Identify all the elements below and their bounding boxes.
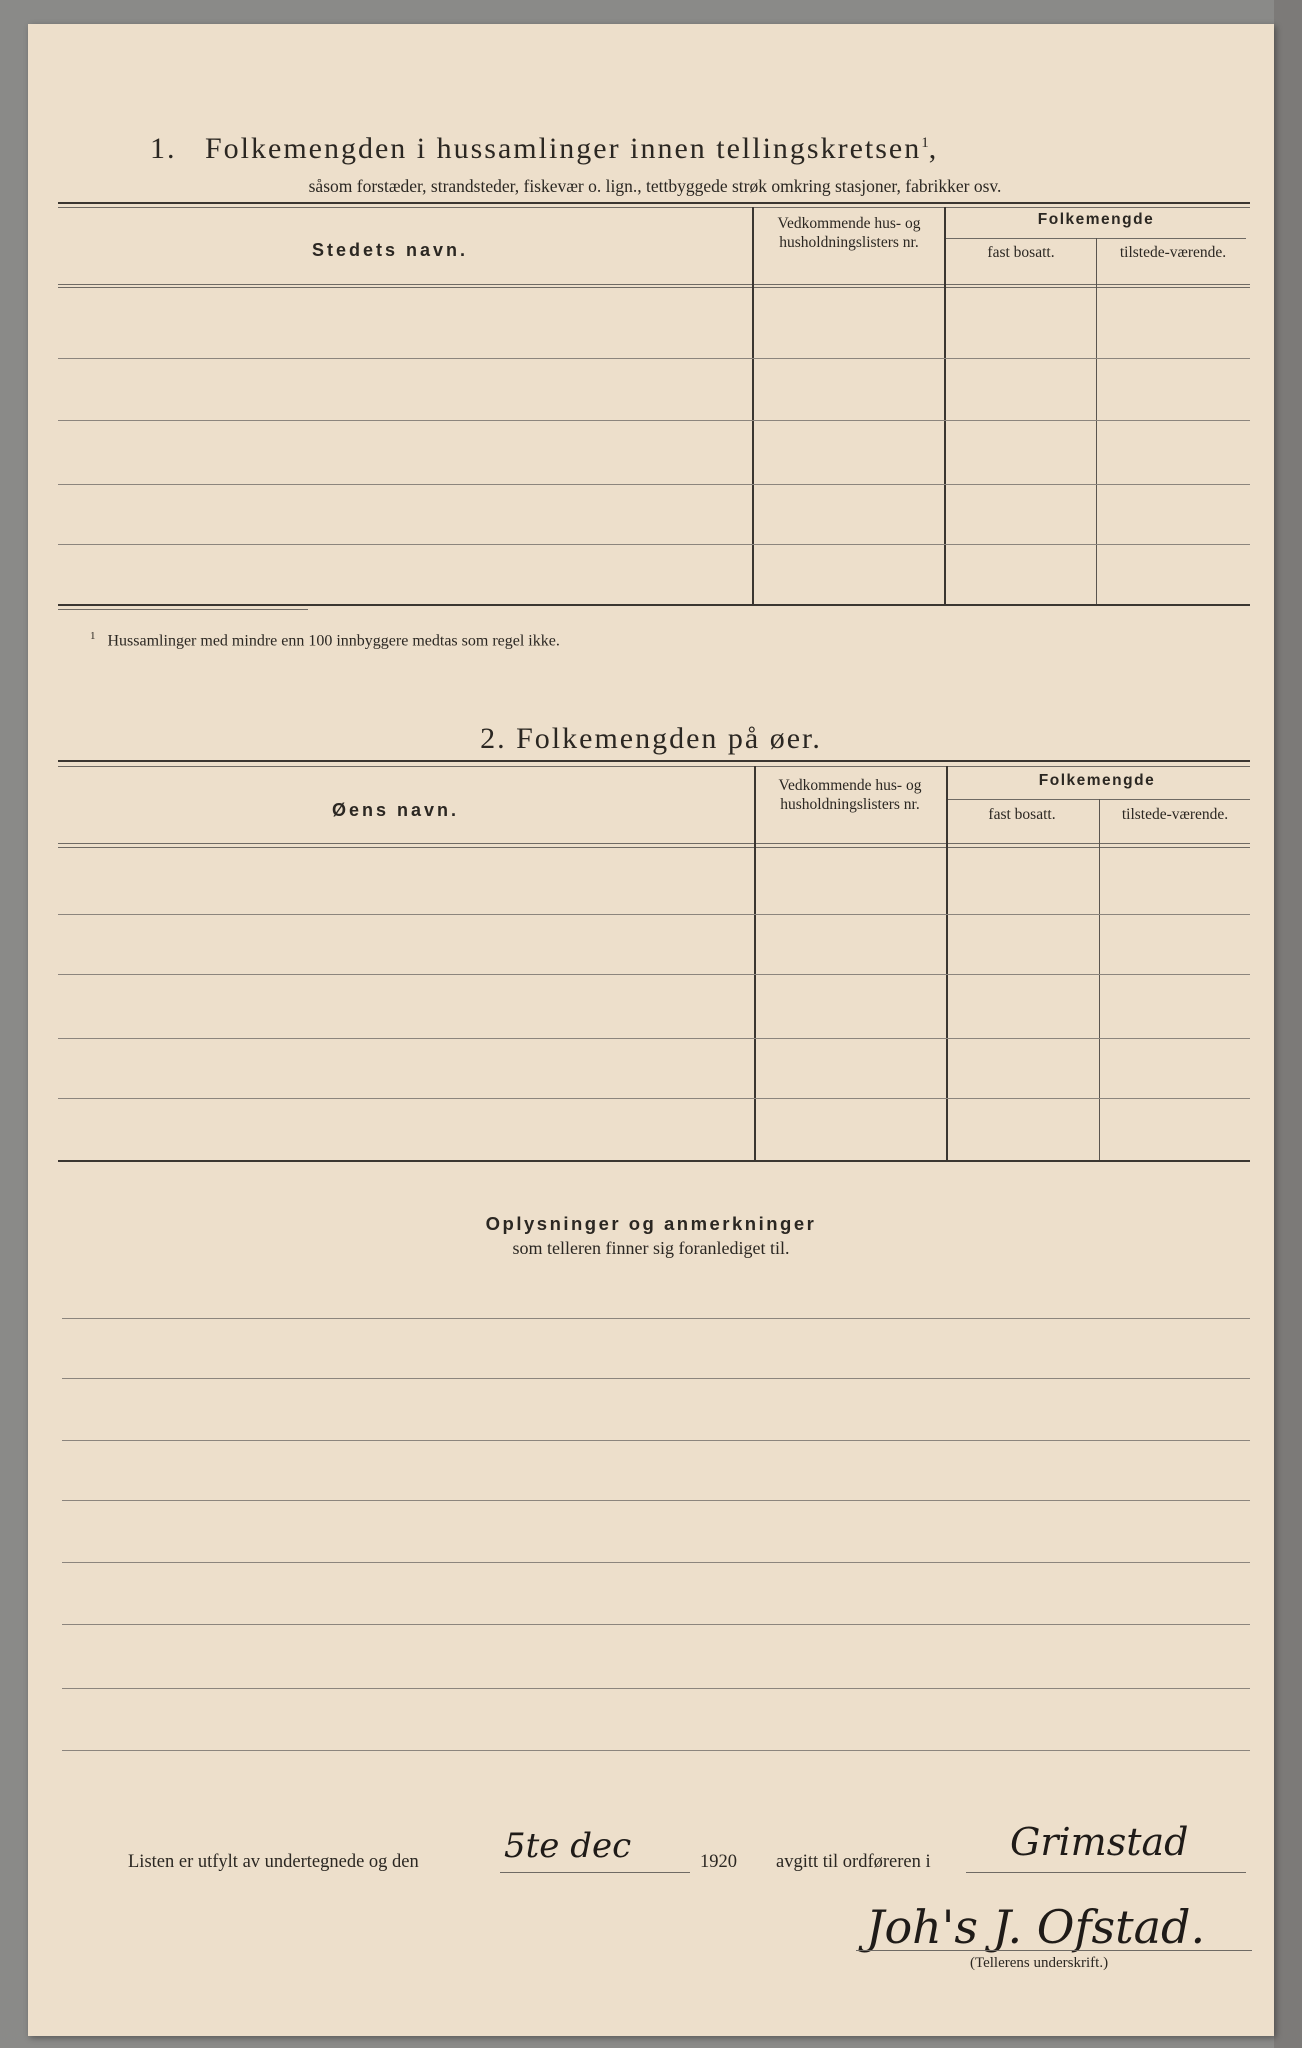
section1-title [150, 132, 1160, 166]
section1-title-footnote-mark: 1 [921, 135, 929, 151]
section1-title-comma: , [928, 132, 939, 165]
remarks-line [62, 1318, 1250, 1319]
remarks-line [62, 1688, 1250, 1689]
signature-year: 1920 [700, 1852, 737, 1872]
section1-header-bottom-rule-2 [58, 287, 1250, 288]
teller-signature-rule [856, 1950, 1252, 1951]
scan-background-top [0, 0, 1302, 24]
remarks-title: Oplysninger og anmerkninger [485, 1213, 817, 1234]
remarks-line [62, 1562, 1250, 1563]
section1-title-number: 1. [150, 132, 177, 165]
section2-header-bottom-rule-2 [58, 847, 1250, 848]
section2-row-line [58, 1038, 1250, 1039]
section1-header-bottom-rule [58, 284, 1250, 285]
signature-date-handwritten: 5te dec [504, 1826, 632, 1866]
section1-col-list-header: Vedkommende hus- og husholdningslisters nr. [777, 215, 921, 251]
section1-col-tilstede-header: tilstede-værende. [1119, 244, 1227, 261]
section1-footnote-mark: 1 [90, 630, 96, 642]
section1-row-line [58, 358, 1250, 359]
section1-col-pop-label: Folkemengde [1037, 211, 1155, 228]
section1-col-name-header: Stedets navn. [312, 240, 469, 260]
section2-col-divider-3 [1099, 799, 1100, 1160]
section2-col-pop-header [946, 771, 1248, 790]
signature-prefix: Listen er utfylt av undertegnede og den [128, 1852, 419, 1872]
section1-footnote-text: Hussamlinger med mindre enn 100 innbyggere medtas som regel ikke. [107, 632, 560, 650]
remarks-line [62, 1624, 1250, 1625]
remarks-line [62, 1378, 1250, 1379]
section1-title-text: Folkemengden i hussamlinger innen tellingskretsen [205, 132, 922, 165]
remarks-line [62, 1500, 1250, 1501]
section1-col-divider-1 [752, 207, 754, 605]
section2-col-list-header: Vedkommende hus- og husholdningslisters nr. [778, 777, 922, 813]
section1-top-rule [58, 202, 1250, 204]
teller-signature-handwritten: Joh's J. Ofstad. [866, 1900, 1206, 1954]
section1-col-divider-3 [1096, 238, 1097, 605]
section2-pop-subrule [946, 799, 1250, 800]
section2-col-pop-label: Folkemengde [1038, 772, 1156, 789]
section1-bottom-rule [58, 604, 1250, 606]
section1-top-rule-inner [58, 207, 1250, 208]
section2-col-tilstede-header: tilstede-værende. [1121, 806, 1229, 823]
section2-col-divider-1 [754, 766, 756, 1160]
section1-col-fast-header: fast bosatt. [987, 244, 1055, 261]
section2-col-fast-header: fast bosatt. [988, 806, 1056, 823]
section1-col-pop-header [946, 210, 1246, 229]
section2-title: 2. Folkemengden på øer. [480, 722, 822, 755]
section2-row-line [58, 1098, 1250, 1099]
remarks-line [62, 1440, 1250, 1441]
section2-bottom-rule [58, 1160, 1250, 1162]
section2-col-name-header: Øens navn. [332, 800, 460, 820]
section2-header-bottom-rule [58, 843, 1250, 844]
section1-row-line [58, 420, 1250, 421]
section1-footnote-rule [58, 609, 308, 610]
census-form-page [28, 24, 1274, 2036]
section1-footnote [90, 630, 560, 650]
section2-row-line [58, 974, 1250, 975]
section1-row-line [58, 484, 1250, 485]
signature-middle-text: avgitt til ordføreren i [776, 1852, 931, 1872]
section1-col-divider-2 [944, 207, 946, 605]
signature-statement [128, 1852, 419, 1873]
teller-signature-caption: (Tellerens underskrift.) [970, 1955, 1109, 1971]
signature-place-rule [966, 1872, 1246, 1873]
remarks-subtitle: som telleren finner sig foranlediget til. [512, 1238, 790, 1258]
section2-top-rule-inner [58, 766, 1250, 767]
remarks-line [62, 1750, 1250, 1751]
section2-col-divider-2 [946, 766, 948, 1160]
scan-background-right [1274, 0, 1302, 2048]
section2-row-line [58, 914, 1250, 915]
signature-place-handwritten: Grimstad [1010, 1820, 1189, 1864]
section1-subtitle: såsom forstæder, strandsteder, fiskevær o. lign., tettbyggede strøk omkring stasjoner, fabrikker osv. [308, 176, 1002, 196]
signature-date-rule [500, 1872, 690, 1873]
section1-row-line [58, 544, 1250, 545]
section2-top-rule [58, 760, 1250, 762]
